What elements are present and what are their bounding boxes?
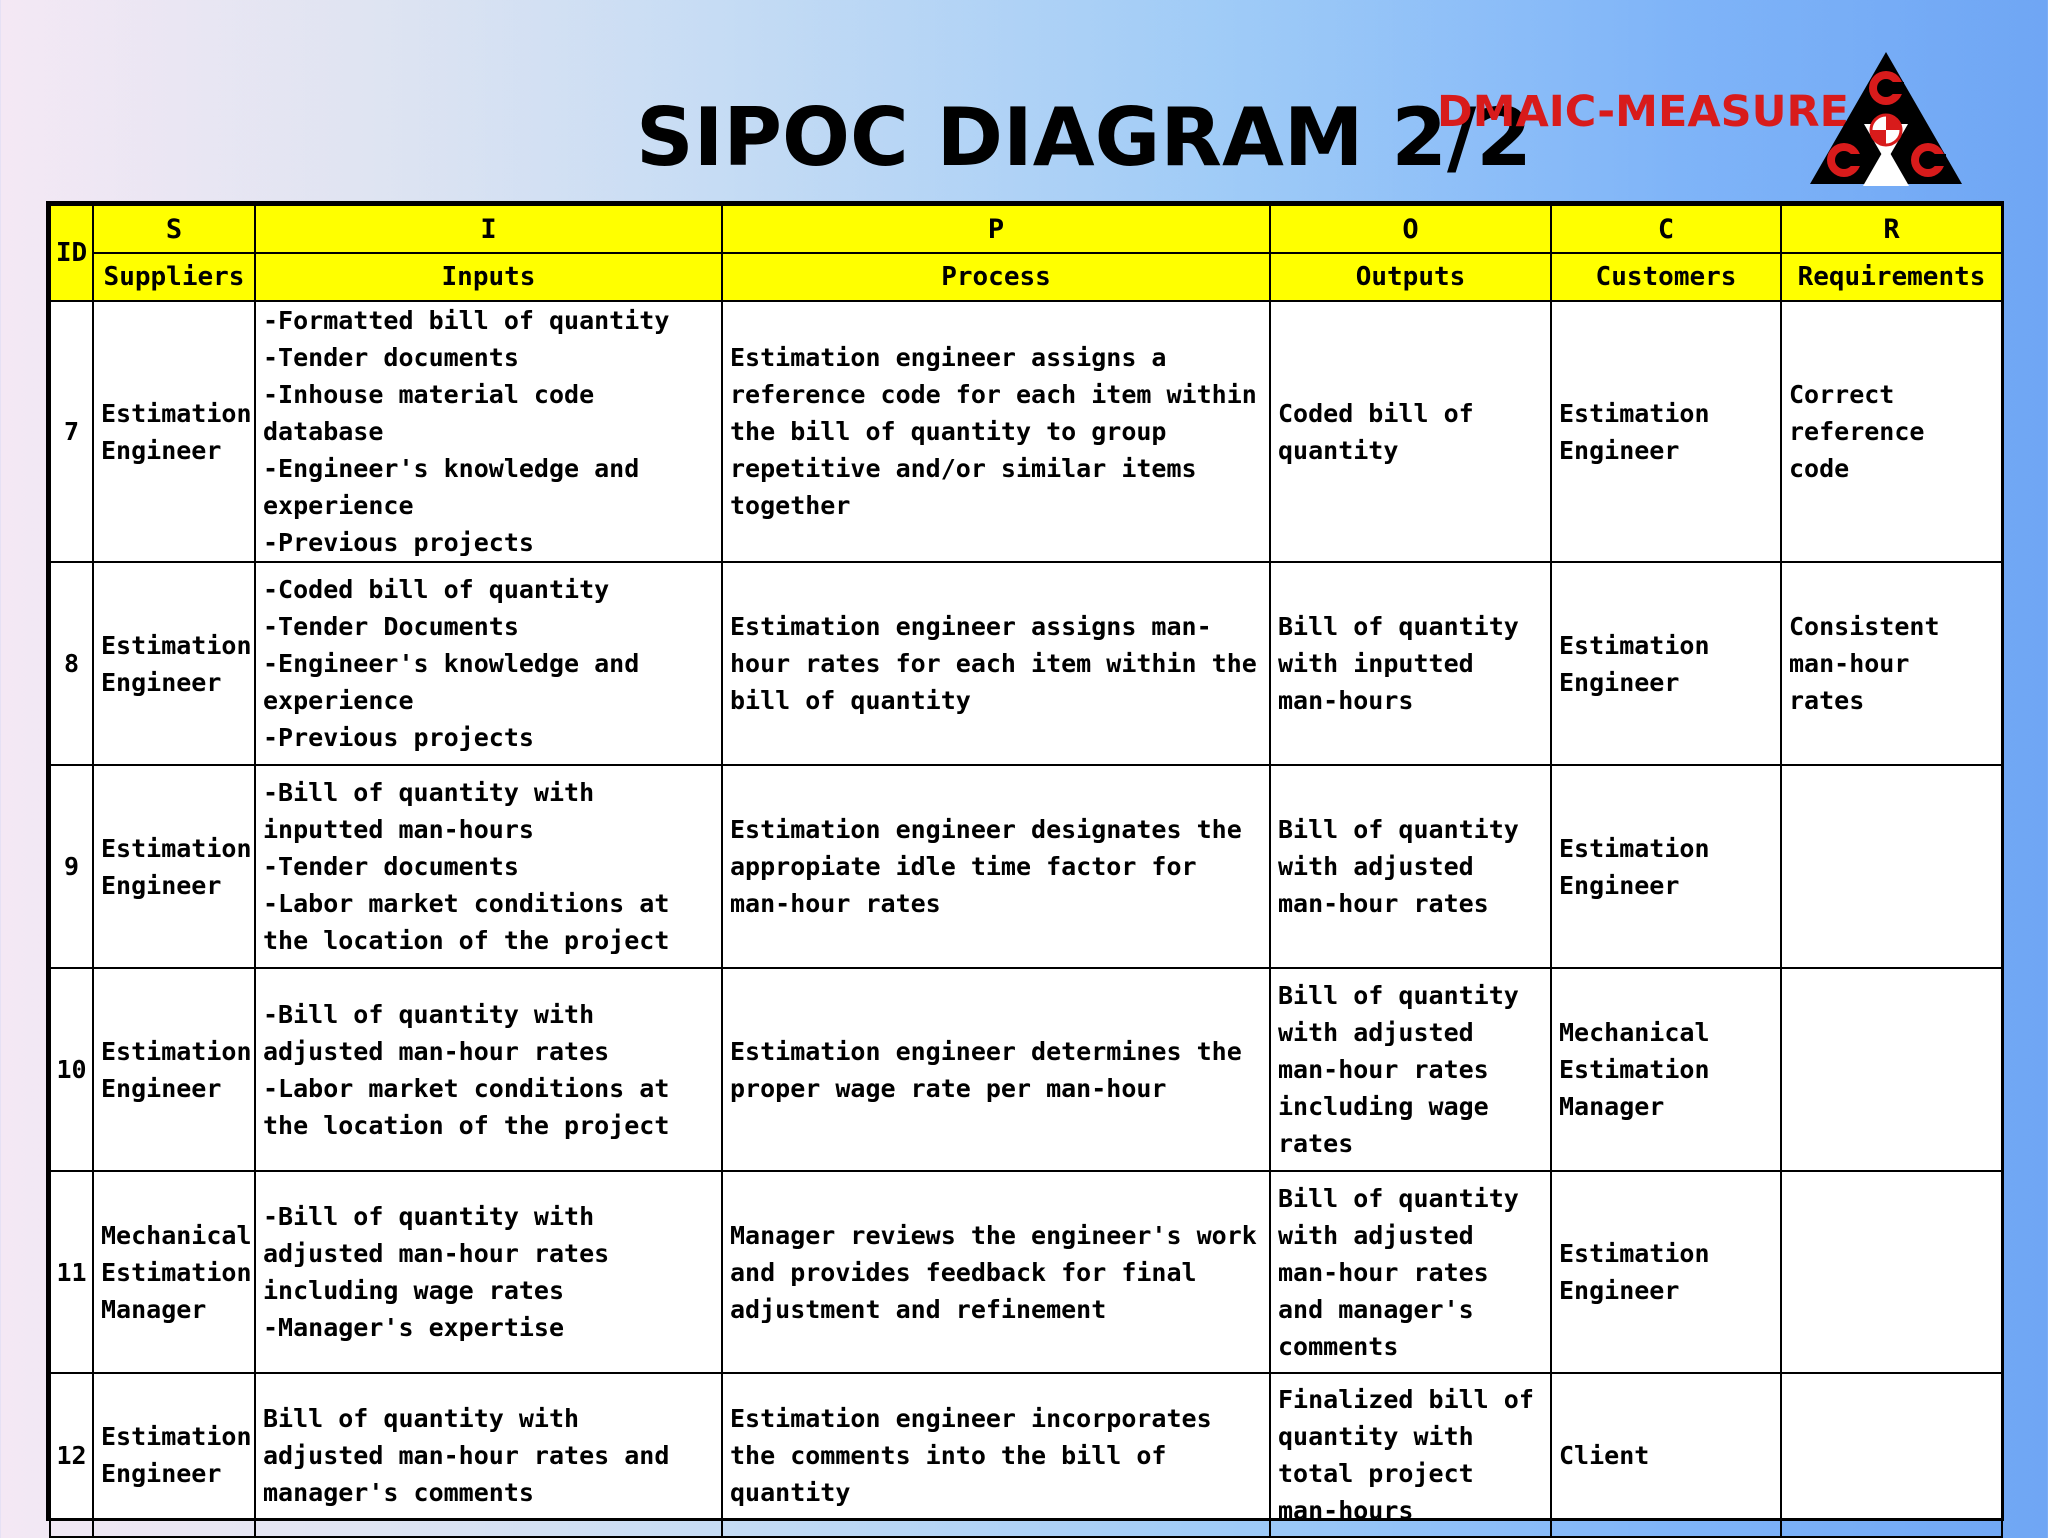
input-line: -Tender documents <box>263 343 519 372</box>
input-line: -Bill of quantity with inputted man-hours <box>263 778 595 844</box>
customers-cell: Client <box>1551 1373 1781 1537</box>
table-row <box>50 1171 2002 1373</box>
inputs-cell <box>255 301 722 562</box>
customers-cell: Estimation Engineer <box>1551 765 1781 968</box>
input-line: -Bill of quantity with adjusted man-hour rates <box>263 999 610 1066</box>
input-line: -Previous projects <box>263 528 534 557</box>
process-cell: Estimation engineer designates the appropiate idle time factor for man-hour rates <box>722 765 1270 968</box>
inputs-cell <box>255 562 722 765</box>
input-line: -Engineer's knowledge and experience <box>263 454 640 520</box>
customers-cell: Mechanical Estimation Manager <box>1551 968 1781 1171</box>
row-id: 8 <box>50 562 93 765</box>
outputs-cell: Bill of quantity with inputted man-hours <box>1270 562 1551 765</box>
outputs-cell: Bill of quantity with adjusted man-hour rates <box>1270 765 1551 968</box>
requirements-cell: Correct reference code <box>1781 301 2002 562</box>
process-cell: Estimation engineer assigns a reference code for each item within the bill of quantity to group repetitive and/or similar items together <box>722 301 1270 562</box>
page-title: SIPOC DIAGRAM 2/2 <box>636 91 1532 184</box>
requirements-cell <box>1781 1171 2002 1373</box>
column-header-inputs: Inputs <box>255 253 722 301</box>
company-logo-icon <box>1808 50 1964 186</box>
input-line: -Labor market conditions at the location of the project <box>263 1073 670 1140</box>
row-id: 11 <box>50 1171 93 1373</box>
column-header-suppliers: Suppliers <box>93 253 255 301</box>
table-row <box>50 301 2002 562</box>
table-row <box>50 1373 2002 1537</box>
customers-cell: Estimation Engineer <box>1551 562 1781 765</box>
inputs-cell <box>255 1373 722 1537</box>
requirements-cell <box>1781 1373 2002 1537</box>
input-line: -Tender Documents <box>263 612 519 641</box>
requirements-cell: Consistent man-hour rates <box>1781 562 2002 765</box>
row-id: 12 <box>50 1373 93 1537</box>
process-cell: Estimation engineer determines the proper wage rate per man-hour <box>722 968 1270 1171</box>
table-row <box>50 765 2002 968</box>
column-letter-r: R <box>1781 205 2002 253</box>
input-line: -Inhouse material code database <box>263 380 595 446</box>
process-cell: Estimation engineer assigns man-hour rates for each item within the bill of quantity <box>722 562 1270 765</box>
row-id: 7 <box>50 301 93 562</box>
process-cell: Manager reviews the engineer's work and provides feedback for final adjustment and refinement <box>722 1171 1270 1373</box>
sipoc-table-frame <box>46 201 2004 1525</box>
column-header-customers: Customers <box>1551 253 1781 301</box>
outputs-cell: Finalized bill of quantity with total project man-hours <box>1270 1373 1551 1537</box>
input-line: -Engineer's knowledge and experience <box>263 649 640 715</box>
column-header-process: Process <box>722 253 1270 301</box>
row-id: 10 <box>50 968 93 1171</box>
column-header-outputs: Outputs <box>1270 253 1551 301</box>
outputs-cell: Coded bill of quantity <box>1270 301 1551 562</box>
process-cell: Estimation engineer incorporates the comments into the bill of quantity <box>722 1373 1270 1537</box>
suppliers-cell: Mechanical Estimation Manager <box>93 1171 255 1373</box>
outputs-cell: Bill of quantity with adjusted man-hour rates including wage rates <box>1270 968 1551 1171</box>
column-header-requirements: Requirements <box>1781 253 2002 301</box>
inputs-cell <box>255 765 722 968</box>
input-line: Bill of quantity with adjusted man-hour rates and manager's comments <box>263 1403 670 1507</box>
input-line: -Bill of quantity with adjusted man-hour rates including wage rates <box>263 1202 610 1305</box>
table-row <box>50 562 2002 765</box>
input-line: -Manager's expertise <box>263 1313 565 1342</box>
phase-label: DMAIC-MEASURE <box>1437 87 1849 137</box>
column-letter-p: P <box>722 205 1270 253</box>
suppliers-cell: Estimation Engineer <box>93 1373 255 1537</box>
inputs-cell <box>255 968 722 1171</box>
column-letter-i: I <box>255 205 722 253</box>
requirements-cell <box>1781 765 2002 968</box>
suppliers-cell: Estimation Engineer <box>93 968 255 1171</box>
requirements-cell <box>1781 968 2002 1171</box>
suppliers-cell: Estimation Engineer <box>93 562 255 765</box>
input-line: -Formatted bill of quantity <box>263 306 670 335</box>
column-letter-c: C <box>1551 205 1781 253</box>
sipoc-table <box>49 204 2003 1538</box>
input-line: -Coded bill of quantity <box>263 575 610 604</box>
suppliers-cell: Estimation Engineer <box>93 765 255 968</box>
suppliers-cell: Estimation Engineer <box>93 301 255 562</box>
row-id: 9 <box>50 765 93 968</box>
outputs-cell: Bill of quantity with adjusted man-hour rates and manager's comments <box>1270 1171 1551 1373</box>
column-letter-o: O <box>1270 205 1551 253</box>
input-line: -Previous projects <box>263 723 534 752</box>
input-line: -Tender documents <box>263 852 519 881</box>
column-header-id: ID <box>50 205 93 301</box>
column-letter-s: S <box>93 205 255 253</box>
inputs-cell <box>255 1171 722 1373</box>
input-line: -Labor market conditions at the location of the project <box>263 889 670 955</box>
table-row <box>50 968 2002 1171</box>
customers-cell: Estimation Engineer <box>1551 1171 1781 1373</box>
customers-cell: Estimation Engineer <box>1551 301 1781 562</box>
